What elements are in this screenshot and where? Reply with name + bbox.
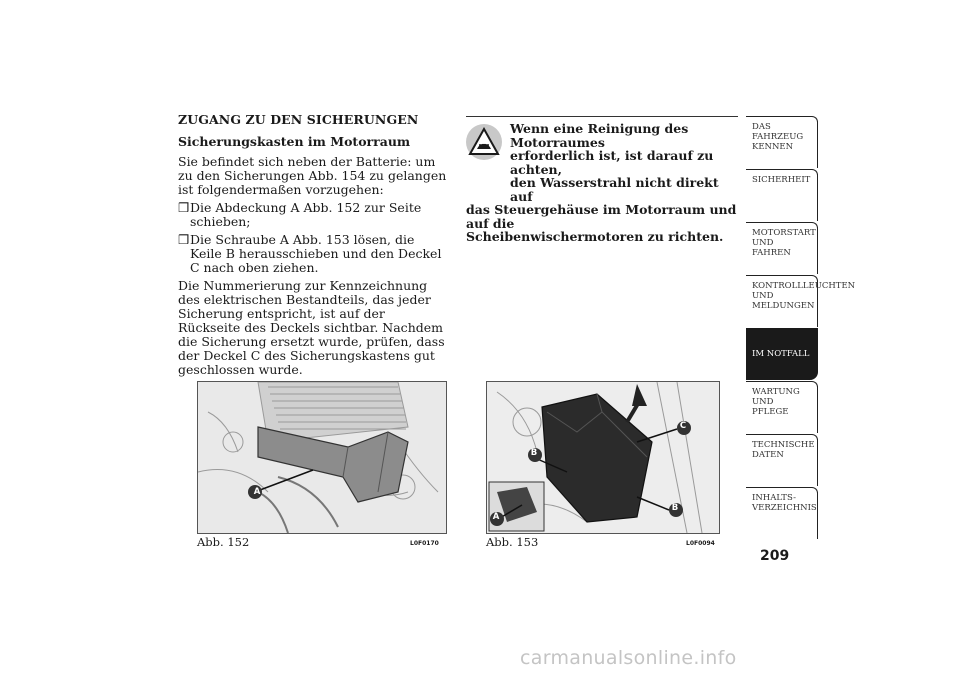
warning-box: [466, 116, 738, 244]
tab-label: DAS FAHRZEUG: [752, 122, 804, 142]
figure-152-caption: Abb. 152: [197, 535, 250, 549]
tab-label: SICHERHEIT: [752, 175, 811, 185]
tab-label: KONTROLLLEUCHTEN: [752, 281, 856, 291]
tab-label: WARTUNG UND: [752, 387, 800, 407]
intro-paragraph: Sie befindet sich neben der Batterie: um zu den Sicherungen Abb. 154 zu gelangen ist folgendermaßen vorzugehen:: [178, 154, 447, 197]
bullet-text: Die Abdeckung A Abb. 152 zur Seite schieben;: [190, 200, 422, 229]
tab-label: DATEN: [752, 450, 784, 460]
tab-label: UND MELDUNGEN: [752, 291, 815, 311]
tab-kontrollleuchten-und-meldungen[interactable]: [746, 275, 856, 327]
tab-label: IM NOTFALL: [752, 349, 810, 359]
tab-label: INHALTS-: [752, 493, 796, 503]
figure-153-label-c: C: [679, 421, 687, 431]
warning-line: erforderlich ist, ist darauf zu achten,: [510, 148, 714, 177]
chapter-tab-sidebar: [746, 116, 856, 540]
figure-153-label-b: B: [530, 448, 538, 458]
section-title: ZUGANG ZU DEN SICHERUNGEN: [178, 112, 419, 127]
page-number: 209: [760, 548, 790, 564]
bullet-item: [178, 233, 450, 275]
warning-line: Scheibenwischermotoren zu richten.: [466, 229, 724, 244]
checkbox-bullet-icon: ❒: [178, 200, 190, 215]
watermark-text: carmanualsonline.info: [520, 647, 737, 669]
tab-wartung-und-pflege[interactable]: [746, 381, 818, 433]
figure-153-image: [486, 381, 720, 534]
figure-153-caption: Abb. 153: [486, 535, 539, 549]
tab-label: MOTORSTART UND: [752, 228, 816, 248]
tab-label: PFLEGE: [752, 407, 789, 417]
figure-153-code: L0F0094: [686, 540, 715, 547]
tab-das-fahrzeug-kennen[interactable]: [746, 116, 818, 168]
warning-line: Wenn eine Reinigung des Motorraumes: [510, 121, 689, 150]
tab-inhaltsverzeichnis[interactable]: [746, 487, 818, 539]
left-column: [178, 113, 450, 381]
tab-motorstart-und-fahren[interactable]: [746, 222, 818, 274]
warning-triangle-icon: [466, 124, 502, 160]
tab-label: VERZEICHNIS: [752, 503, 817, 513]
warning-line: den Wasserstrahl nicht direkt auf: [510, 175, 719, 204]
figure-152-image: [197, 381, 447, 534]
figure-152-code: L0F0170: [410, 540, 439, 547]
tab-technische-daten[interactable]: [746, 434, 818, 486]
figure-152-label-a: A: [253, 487, 261, 497]
tab-label: KENNEN: [752, 142, 794, 152]
tab-sicherheit[interactable]: [746, 169, 818, 221]
tab-label: TECHNISCHE: [752, 440, 815, 450]
subsection-title: Sicherungskasten im Motorraum: [178, 134, 411, 149]
checkbox-bullet-icon: ❒: [178, 232, 190, 247]
tab-im-notfall[interactable]: [746, 328, 818, 380]
bullet-item: [178, 201, 450, 229]
bullet-text: Die Schraube A Abb. 153 lösen, die Keile B herausschieben und den Deckel C nach oben ziehen.: [190, 232, 442, 275]
closing-paragraph: Die Nummerierung zur Kennzeichnung des elektrischen Bestandteils, das jeder Sicherung entspricht, ist auf der Rückseite des Deckels sichtbar. Nachdem die Sicherung ersetzt wurde, prüfen, dass der Deckel C des Sicherungskastens gut geschlossen wurde.: [178, 278, 445, 377]
figure-153-label-b: B: [671, 503, 679, 513]
figure-153-label-a: A: [492, 512, 500, 522]
warning-block: [466, 116, 738, 244]
tab-label: FAHREN: [752, 248, 791, 258]
warning-line: das Steuergehäuse im Motorraum und auf die: [466, 202, 737, 231]
